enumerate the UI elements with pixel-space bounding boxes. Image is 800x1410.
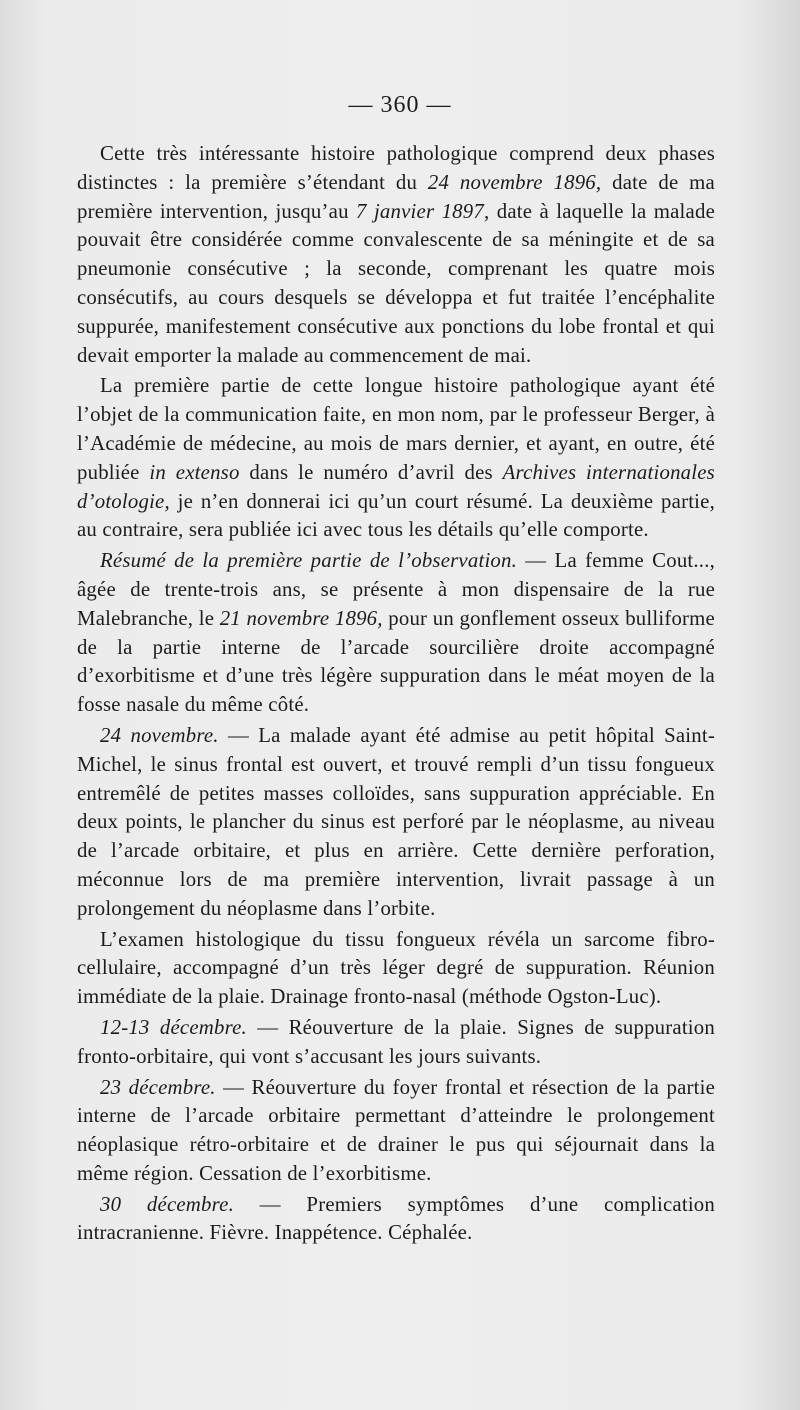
- text-span: dans le numéro d’avril des: [239, 460, 503, 484]
- italic-date: 21 novembre 1896,: [219, 606, 383, 630]
- text-span: — Premiers symptômes d’une complication intracranienne. Fièvre. Inappétence. Céphalée.: [77, 1192, 716, 1245]
- text-span: Cette très intéressante histoire pathologique comprend deux phases distinctes : la première s’étendant du: [77, 142, 715, 194]
- paragraph-summary: [77, 547, 715, 720]
- italic-date: 24 novembre.: [100, 723, 219, 747]
- text-span: pour un gonflement osseux bulliforme de la partie interne de l’arcade sourcilière droite accompagné d’exorbitisme et d’une très légère suppuration dans le méat moyen de la fosse nasale du même côté.: [77, 606, 715, 717]
- italic-date: 24 novembre 1896,: [427, 170, 602, 194]
- italic-date: 7 janvier 1897,: [356, 199, 490, 223]
- italic-date: 12-13 décembre.: [100, 1015, 247, 1039]
- text-span: L’examen histologique du tissu fongueux révéla un sarcome fibro-cellulaire, accompagné d’un très léger degré de suppuration. Réunion immédiate de la plaie. Drainage fronto-nasal (méthode Ogston-Luc).: [77, 927, 715, 1009]
- text-span: date de ma première intervention, jusqu’au: [77, 170, 715, 223]
- paragraph-23-decembre: [77, 1074, 715, 1189]
- text-span: date à laquelle la malade pouvait être considérée comme convalescente de sa méningite et de sa pneumonie consécutive ; la seconde, comprenant les quatre mois consécutifs, au cours desquels se développa et fut traitée l’encéphalite suppurée, manifestement consécutive aux ponctions du lobe frontal et qui devait emporter la malade au commencement de mai.: [77, 199, 715, 367]
- paragraph-publication-note: [77, 372, 715, 545]
- text-span: je n’en donnerai ici qu’un court résumé. La deuxième partie, au contraire, sera publiée ici avec tous les détails qu’elle comporte.: [77, 489, 715, 542]
- text-span: — La malade ayant été admise au petit hôpital Saint-Michel, le sinus frontal est ouvert, et trouvé rempli d’un tissu fongueux entremêlé de petites masses colloïdes, sans suppuration appréciable. En deux points, le plancher du sinus est perforé par le néoplasme, au niveau de l’arcade orbitaire, et plus en arrière. Cette dernière perforation, méconnue lors de ma première intervention, livrait passage à un prolongement du néoplasme dans l’orbite.: [77, 723, 715, 920]
- text-span: — Réouverture de la plaie. Signes de suppuration fronto-orbitaire, qui vont s’accusant les jours suivants.: [77, 1015, 715, 1068]
- text-span: — Réouverture du foyer frontal et résection de la partie interne de l’arcade orbitaire permettant d’atteindre le prolongement néoplasique rétro-orbitaire et de drainer le pus qui séjournait dans la même région. Cessation de l’exorbitisme.: [77, 1075, 716, 1185]
- italic-journal-title: Archives internationales d’otologie,: [77, 460, 715, 513]
- italic-date: 30 décembre.: [100, 1192, 234, 1216]
- italic-phrase: in extenso: [149, 460, 240, 484]
- paragraph-histology: [77, 926, 715, 1012]
- paragraph-24-novembre: [77, 722, 715, 924]
- text-span: La première partie de cette longue histoire pathologique ayant été l’objet de la communication faite, en mon nom, par le professeur Berger, à l’Académie de médecine, au mois de mars dernier, et ayant, en outre, été publiée: [77, 374, 715, 484]
- italic-section-heading: Résumé de la première partie de l’observation.: [100, 549, 518, 573]
- paragraph-12-13-decembre: [77, 1014, 715, 1072]
- paragraph-history-intro: [77, 140, 715, 370]
- page-number: — 360 —: [348, 92, 452, 118]
- italic-date: 23 décembre.: [100, 1075, 216, 1099]
- page-body: [77, 140, 715, 1248]
- paragraph-30-decembre: [77, 1191, 715, 1249]
- text-span: — La femme Cout..., âgée de trente-trois ans, se présente à mon dispensaire de la rue Malebranche, le: [77, 549, 715, 630]
